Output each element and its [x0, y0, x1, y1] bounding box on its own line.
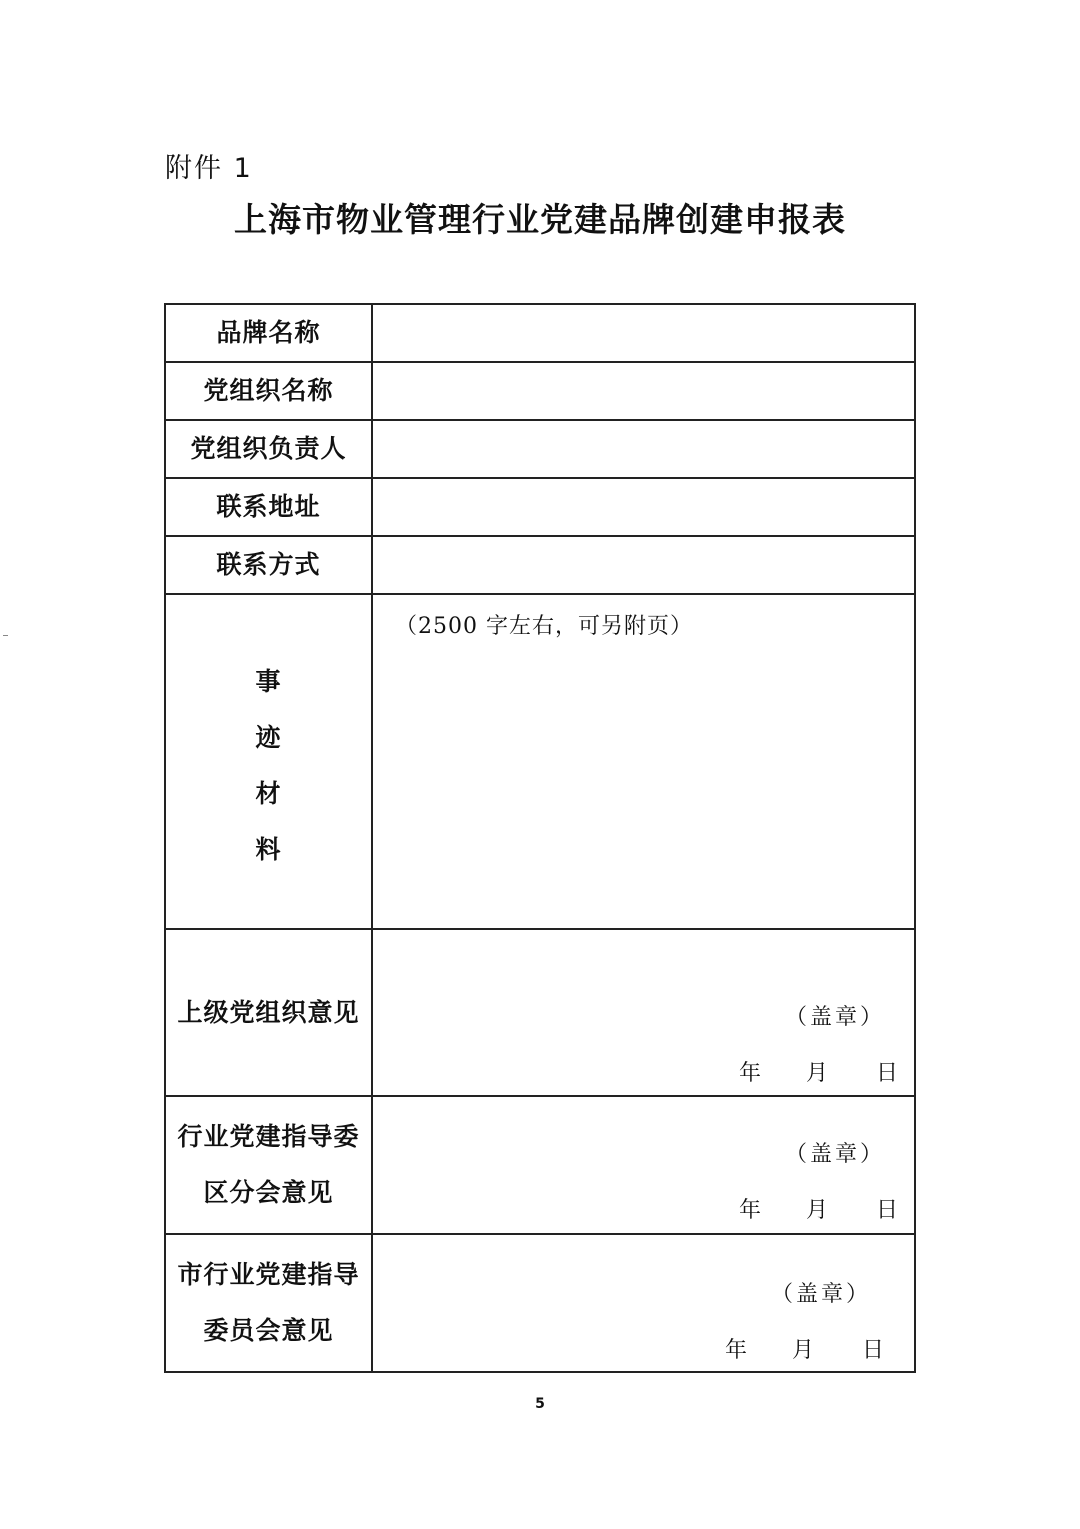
- date-line: [725, 1333, 884, 1364]
- district-opinion-field[interactable]: [372, 1096, 915, 1234]
- label-line: 委员会意见: [203, 1316, 334, 1345]
- date-line: [739, 1193, 898, 1224]
- material-label-char: 迹: [255, 722, 282, 752]
- seal-note: （盖章）: [771, 1282, 872, 1307]
- table-row: [165, 929, 915, 1096]
- superior-opinion-field[interactable]: [372, 929, 915, 1096]
- city-opinion-label: [165, 1234, 372, 1372]
- label-line: 区分会意见: [203, 1178, 334, 1207]
- table-row: [165, 1096, 915, 1234]
- brand-name-field[interactable]: [372, 304, 915, 362]
- org-name-field[interactable]: [372, 362, 915, 420]
- label-line: 市行业党建指导: [177, 1260, 360, 1289]
- city-opinion-field[interactable]: [372, 1234, 915, 1372]
- month-label: 月: [792, 1338, 815, 1363]
- table-row: [165, 478, 915, 536]
- material-label: [165, 594, 372, 929]
- day-label: 日: [876, 1198, 899, 1223]
- contact-field[interactable]: [372, 536, 915, 594]
- application-form-table: [164, 303, 916, 1373]
- label-line: 行业党建指导委: [177, 1122, 360, 1151]
- table-row: [165, 1234, 915, 1372]
- year-label: 年: [739, 1061, 762, 1086]
- table-row: [165, 420, 915, 478]
- material-label-char: 事: [255, 666, 282, 696]
- table-row: [165, 304, 915, 362]
- month-label: 月: [806, 1061, 829, 1086]
- day-label: 日: [876, 1061, 899, 1086]
- address-label: 联系地址: [165, 478, 372, 536]
- material-label-char: 料: [255, 834, 282, 864]
- org-leader-field[interactable]: [372, 420, 915, 478]
- page-number: 5: [535, 1396, 545, 1412]
- date-line: [739, 1056, 898, 1087]
- material-label-char: 材: [255, 778, 282, 808]
- table-row: [165, 362, 915, 420]
- seal-note: （盖章）: [785, 1005, 886, 1030]
- address-field[interactable]: [372, 478, 915, 536]
- year-label: 年: [725, 1338, 748, 1363]
- seal-note: （盖章）: [785, 1142, 886, 1167]
- material-field[interactable]: [372, 594, 915, 929]
- year-label: 年: [739, 1198, 762, 1223]
- day-label: 日: [862, 1338, 885, 1363]
- month-label: 月: [806, 1198, 829, 1223]
- org-leader-label: 党组织负责人: [165, 420, 372, 478]
- brand-name-label: 品牌名称: [165, 304, 372, 362]
- table-row: [165, 536, 915, 594]
- org-name-label: 党组织名称: [165, 362, 372, 420]
- superior-opinion-label: 上级党组织意见: [165, 929, 372, 1096]
- material-hint: （2500 字左右，可另附页）: [395, 614, 693, 639]
- district-opinion-label: [165, 1096, 372, 1234]
- document-title: 上海市物业管理行业党建品牌创建申报表: [234, 200, 846, 239]
- scan-speck: [3, 635, 8, 636]
- attachment-label: 附件 1: [165, 153, 253, 184]
- table-row: [165, 594, 915, 929]
- contact-label: 联系方式: [165, 536, 372, 594]
